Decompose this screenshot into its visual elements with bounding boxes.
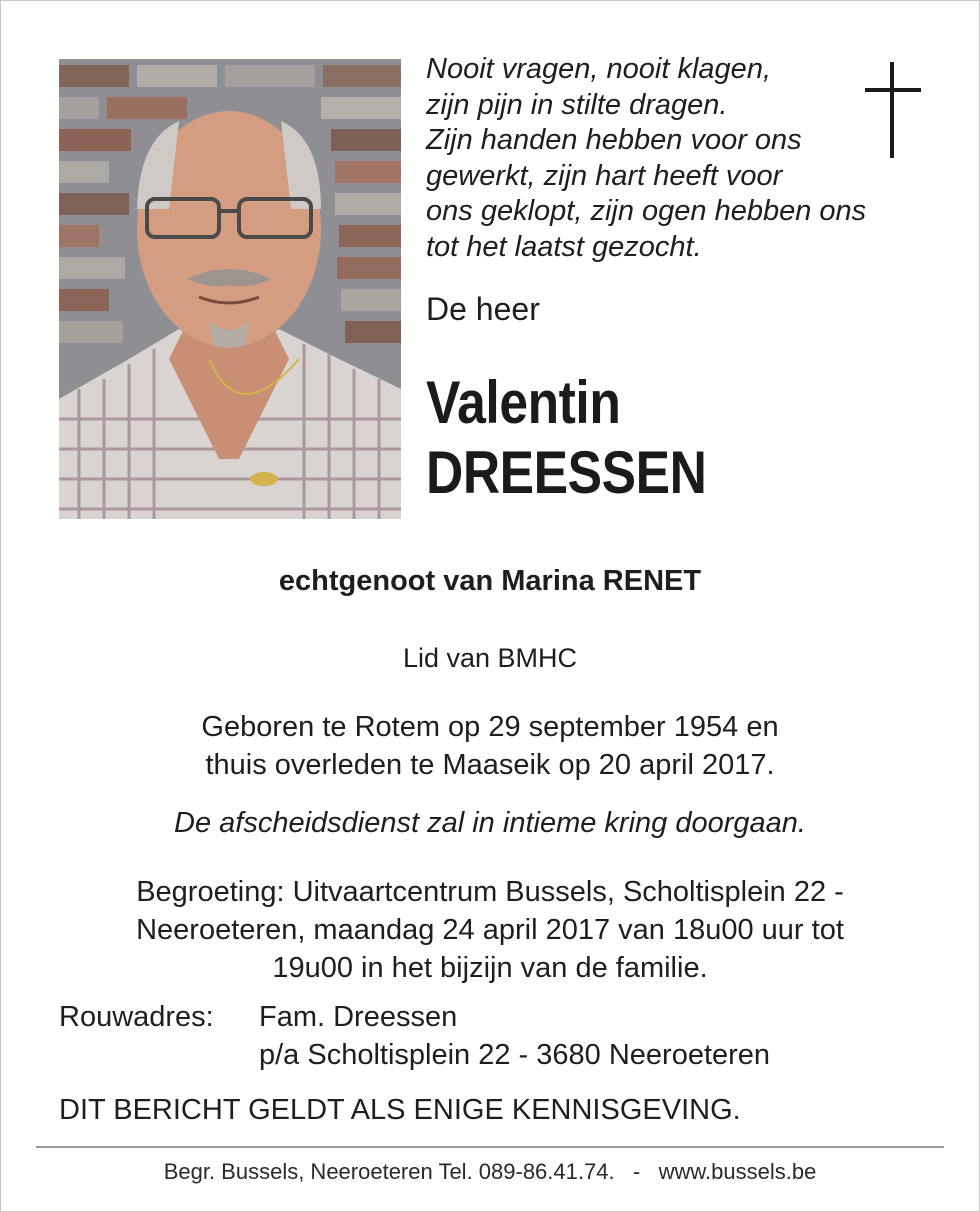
greeting-line: Begroeting: Uitvaartcentrum Bussels, Scholtisplein 22 - (136, 876, 844, 908)
service-note: De afscheidsdienst zal in intieme kring doorgaan. (174, 807, 806, 839)
poem (426, 52, 916, 265)
notice-statement: DIT BERICHT GELDT ALS ENIGE KENNISGEVING. (59, 1094, 741, 1126)
footer-contact: Begr. Bussels, Neeroeteren Tel. 089-86.41.74. - www.bussels.be (163, 1159, 817, 1184)
poem-line: zijn pijn in stilte dragen. (426, 88, 728, 121)
greeting-line: Neeroeteren, maandag 24 april 2017 van 18u00 uur tot (136, 914, 844, 946)
membership: Lid van BMHC (402, 643, 578, 673)
death-line: thuis overleden te Maaseik op 20 april 2017. (205, 749, 775, 781)
birth-line: Geboren te Rotem op 29 september 1954 en (201, 711, 779, 743)
mourning-address-label: Rouwadres: (59, 1001, 214, 1033)
address-line: Fam. Dreessen (259, 1001, 458, 1033)
address-line: p/a Scholtisplein 22 - 3680 Neeroeteren (259, 1039, 771, 1071)
portrait-photo (59, 59, 401, 519)
mourning-address (259, 998, 770, 1074)
poem-line: tot het laatst gezocht. (426, 230, 702, 263)
birth-death-info (0, 708, 980, 784)
poem-line: Nooit vragen, nooit klagen, (426, 53, 771, 85)
greeting-line: 19u00 in het bijzijn van de familie. (272, 952, 708, 984)
poem-line: gewerkt, zijn hart heeft voor (426, 159, 783, 192)
cross-icon (862, 62, 924, 158)
deceased-name (426, 368, 706, 508)
first-name: Valentin (426, 369, 621, 436)
greeting-info (0, 873, 980, 987)
footer-divider (36, 1146, 944, 1148)
poem-line: ons geklopt, zijn ogen hebben ons (426, 195, 867, 227)
salutation: De heer (426, 291, 540, 327)
poem-line: Zijn handen hebben voor ons (426, 124, 802, 156)
spouse-line: echtgenoot van Marina RENET (278, 565, 702, 597)
last-name: DREESSEN (426, 439, 707, 506)
